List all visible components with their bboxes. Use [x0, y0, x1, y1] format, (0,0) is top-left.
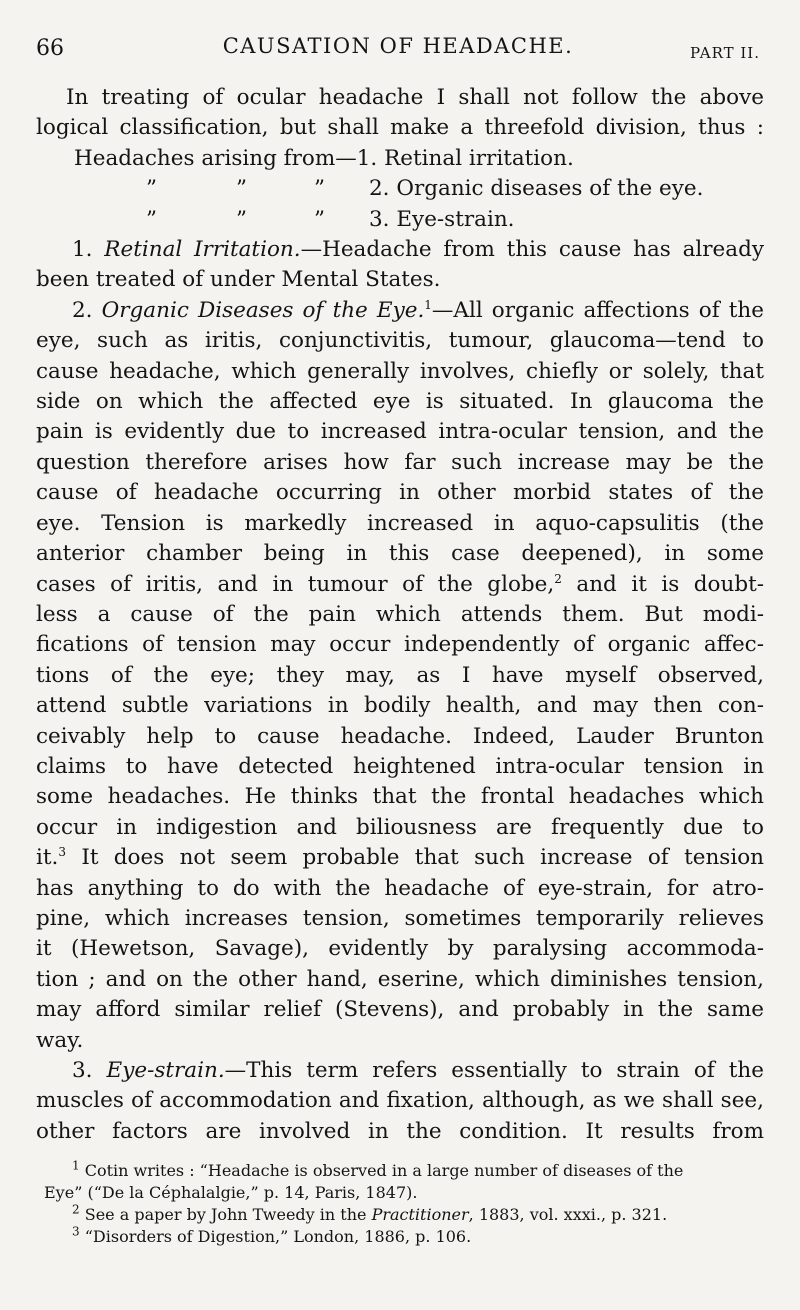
text-line — [36, 843, 764, 873]
text-line: tion ; and on the other hand, eserine, which diminishes tension, — [36, 966, 764, 992]
footnote-mark: 1 — [72, 1158, 80, 1173]
text-line: way. — [36, 1027, 84, 1053]
section-heading-line — [36, 235, 764, 265]
text-line: anterior chamber being in this case deepened), in some — [36, 541, 764, 567]
section-number: 3. — [72, 1058, 107, 1083]
footnote-ref: 3 — [58, 845, 66, 859]
text-line: may afford similar relief (Stevens), and probably in the same — [36, 997, 764, 1023]
list-line — [36, 144, 764, 174]
list-line — [36, 205, 764, 235]
footnote-1-cont: Eye” (“De la Céphalalgie,” p. 14, Paris, 1847). — [44, 1183, 418, 1202]
section-title: Eye-strain. — [106, 1058, 225, 1083]
footnote-mark: 2 — [72, 1202, 80, 1217]
ditto-mark: ” — [146, 176, 157, 202]
ditto-mark: ” — [314, 206, 325, 232]
footnote-text: See a paper by John Tweedy in the — [84, 1205, 372, 1224]
running-header — [36, 30, 760, 64]
text-line: tions of the eye; they may, as I have myself observed, — [36, 662, 764, 688]
footnote-ref: 1 — [424, 297, 432, 312]
text-line: claims to have detected heightened intra-ocular tension in — [36, 753, 764, 779]
footnote-mark: 3 — [72, 1224, 80, 1239]
text-line: question therefore arises how far such increase may be the — [36, 449, 764, 475]
text-line: other factors are involved in the condition. It results from — [36, 1118, 764, 1144]
section-heading-line — [36, 1056, 764, 1086]
text-line: side on which the affected eye is situated. In glaucoma the — [36, 389, 764, 415]
section-title: Retinal Irritation. — [104, 237, 301, 263]
body-text — [36, 83, 764, 1147]
list-line — [36, 174, 764, 204]
section-title: Organic Diseases of the Eye. — [101, 297, 425, 323]
footnote-text: , 1883, vol. xxxi., p. 321. — [468, 1205, 668, 1224]
text-fragment: It does not seem probable that such increase of tension — [66, 845, 764, 871]
ditto-mark: ” — [314, 176, 325, 202]
text-line: cause headache, which generally involves, chiefly or solely, that — [36, 358, 764, 384]
ditto-mark: ” — [146, 206, 157, 232]
text-line — [36, 570, 764, 600]
text-line: eye, such as iritis, conjunctivitis, tumour, glaucoma—tend to — [36, 328, 764, 354]
footnote-2 — [44, 1204, 764, 1226]
text-fragment: —Headache from this cause has already — [300, 237, 765, 263]
list-lead: Headaches arising from— — [74, 145, 357, 171]
text-line: fications of tension may occur independently of organic affec- — [36, 632, 764, 658]
footnote-ref: 2 — [554, 571, 562, 586]
ditto-mark: ” — [236, 176, 247, 202]
text-line: has anything to do with the headache of eye-strain, for atro- — [36, 875, 764, 901]
text-fragment: and it is doubt- — [561, 571, 765, 597]
text-fragment: —All organic affections of the — [431, 297, 764, 323]
section-number: 2. — [72, 297, 102, 323]
page-number: 66 — [36, 36, 64, 61]
section-number: 1. — [72, 237, 105, 263]
list-item-1: 1. Retinal irritation. — [356, 145, 574, 171]
text-line: cause of headache occurring in other morbid states of the — [36, 480, 764, 506]
running-title: CAUSATION OF HEADACHE. — [222, 34, 574, 58]
text-line: occur in indigestion and biliousness are frequently due to — [36, 814, 764, 840]
text-fragment: it. — [36, 845, 59, 871]
text-line: logical classification, but shall make a threefold division, thus : — [36, 115, 764, 141]
ditto-mark: ” — [236, 206, 247, 232]
text-line: been treated of under Mental States. — [36, 267, 441, 293]
text-line: pain is evidently due to increased intra-ocular tension, and the — [36, 419, 764, 445]
text-line: eye. Tension is markedly increased in aquo-capsulitis (the — [36, 510, 764, 536]
text-line: pine, which increases tension, sometimes temporarily relieves — [36, 905, 764, 931]
footnote-text: “Disorders of Digestion,” London, 1886, p. 106. — [84, 1227, 472, 1246]
footnote-1 — [44, 1160, 764, 1182]
list-item-2: 2. Organic diseases of the eye. — [369, 176, 704, 202]
text-line: ceivably help to cause headache. Indeed, Lauder Brunton — [36, 723, 764, 749]
footnote-3 — [44, 1226, 764, 1248]
text-fragment: cases of iritis, and in tumour of the globe, — [36, 571, 555, 597]
footnotes — [44, 1160, 764, 1248]
text-line: attend subtle variations in bodily health, and may then con- — [36, 693, 764, 719]
text-line: less a cause of the pain which attends them. But modi- — [36, 601, 764, 627]
text-line: muscles of accommodation and fixation, although, as we shall see, — [36, 1088, 764, 1114]
part-label: PART II. — [690, 44, 760, 62]
section-heading-line — [36, 296, 764, 326]
journal-title: Practitioner — [371, 1205, 469, 1224]
text-line: some headaches. He thinks that the frontal headaches which — [36, 784, 764, 810]
footnote-text: Cotin writes : “Headache is observed in a large number of diseases of the — [84, 1161, 684, 1180]
text-line: In treating of ocular headache I shall not follow the above — [66, 85, 764, 110]
list-item-3: 3. Eye-strain. — [369, 206, 515, 232]
text-line: it (Hewetson, Savage), evidently by paralysing accommoda- — [36, 936, 764, 962]
text-fragment: —This term refers essentially to strain of the — [224, 1058, 764, 1083]
